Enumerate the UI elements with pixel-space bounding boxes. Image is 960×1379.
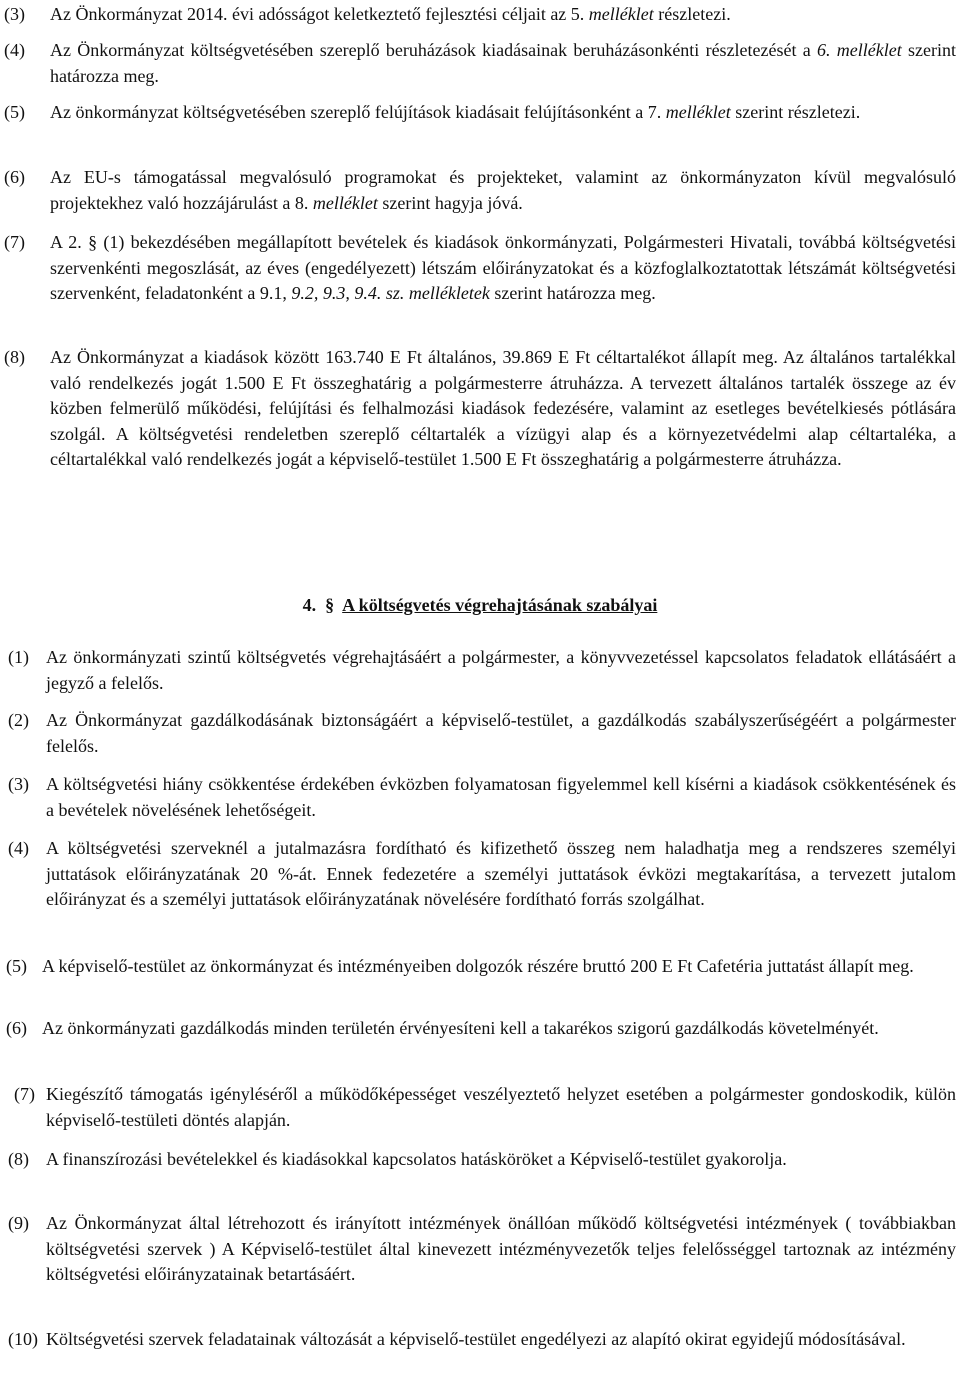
paragraph-text: Kiegészítő támogatás igényléséről a működőképességet veszélyeztető helyzet esetében a polgármester gondoskodik, külön képviselő-testületi döntés alapján. — [46, 1084, 956, 1130]
paragraph-number: (5) — [6, 956, 27, 976]
paragraph-number: (4) — [4, 40, 25, 60]
section-heading — [0, 593, 960, 619]
paragraph-5 — [4, 100, 956, 126]
paragraph-number: (2) — [8, 710, 29, 730]
paragraph-text: A képviselő-testület az önkormányzat és intézményeiben dolgozók részére bruttó 200 E Ft Cafetéria juttatást állapít meg. — [42, 956, 914, 976]
paragraph-text: A finanszírozási bevételekkel és kiadásokkal kapcsolatos hatásköröket a Képviselő-testület gyakorolja. — [46, 1149, 787, 1169]
paragraph-number: (8) — [4, 347, 25, 367]
paragraph-text: Költségvetési szervek feladatainak változását a képviselő-testület engedélyezi az alapító okirat egyidejű módosításával. — [46, 1329, 906, 1349]
section-number: 4. — [302, 595, 317, 615]
paragraph-7 — [4, 230, 956, 307]
rule-7 — [14, 1082, 956, 1133]
paragraph-number: (1) — [8, 647, 29, 667]
paragraph-number: (7) — [14, 1084, 35, 1104]
paragraph-text: Az Önkormányzat 2014. évi adósságot keletkeztető fejlesztési céljait az 5. melléklet részletezi. — [50, 4, 731, 24]
paragraph-text: Az Önkormányzat költségvetésében szereplő beruházások kiadásainak beruházásonkénti részletezését a 6. melléklet szerint határozza meg. — [50, 40, 957, 86]
paragraph-6 — [4, 165, 956, 216]
paragraph-4 — [4, 38, 956, 89]
paragraph-3 — [4, 2, 956, 28]
rule-5 — [6, 954, 956, 980]
paragraph-text: Az EU-s támogatással megvalósuló programokat és projekteket, valamint az önkormányzaton kívül megvalósuló projektekhez való hozzájárulást a 8. melléklet szerint hagyja jóvá. — [50, 167, 956, 213]
rule-3 — [8, 772, 956, 823]
paragraph-number: (9) — [8, 1213, 29, 1233]
rule-4 — [8, 836, 956, 913]
paragraph-text: A költségvetési hiány csökkentése érdekében évközben folyamatosan figyelemmel kell kísérni a kiadások csökkentésének és a bevételek növelésének lehetőségeit. — [46, 774, 956, 820]
paragraph-text: Az önkormányzati gazdálkodás minden területén érvényesíteni kell a takarékos szigorú gazdálkodás követelményét. — [42, 1018, 879, 1038]
rule-9 — [8, 1211, 956, 1288]
rule-8 — [8, 1147, 956, 1173]
paragraph-number: (7) — [4, 232, 25, 252]
rule-1 — [8, 645, 956, 696]
section-title: A költségvetés végrehajtásának szabályai — [342, 595, 658, 615]
paragraph-number: (10) — [8, 1329, 38, 1349]
section-sign: § — [320, 595, 339, 615]
rule-6 — [6, 1016, 956, 1042]
paragraph-8 — [4, 345, 956, 473]
paragraph-number: (3) — [4, 4, 25, 24]
paragraph-number: (4) — [8, 838, 29, 858]
paragraph-text: A 2. § (1) bekezdésében megállapított bevételek és kiadások önkormányzati, Polgármesteri Hivatali, továbbá költségvetési szervenkénti megoszlását, az éves (engedélyezett) létszám előirányzatokat és a közfoglalkoztatottak létszámát költségvetési szervenként, feladatonként a 9.1, 9.2, 9.3, 9.4. sz. mellékletek szerint határozza meg. — [50, 232, 956, 303]
paragraph-text: Az önkormányzati szintű költségvetés végrehajtásáért a polgármester, a könyvvezetéssel kapcsolatos feladatok ellátásáért a jegyző a felelős. — [46, 647, 956, 693]
paragraph-number: (6) — [4, 167, 25, 187]
paragraph-text: A költségvetési szerveknél a jutalmazásra fordítható és kifizethető összeg nem haladhatja meg a rendszeres személyi juttatások előirányzatának 20 %-át. Ennek fedezetére a személyi juttatások évközi megtakarítása, a tervezett jutalom előirányzat és a személyi juttatások előirányzatának növelésére fordítható forrás szolgálhat. — [46, 838, 956, 909]
paragraph-text: Az Önkormányzat által létrehozott és irányított intézmények önállóan működő költségvetési intézmények ( továbbiakban költségvetési szervek ) A Képviselő-testület által kinevezett intézményvezetők teljes felelősséggel tartoznak az intézmény költségvetési előirányzatainak betartásáért. — [46, 1213, 956, 1284]
paragraph-number: (3) — [8, 774, 29, 794]
rule-2 — [8, 708, 956, 759]
paragraph-text: Az önkormányzat költségvetésében szereplő felújítások kiadásait felújításonként a 7. melléklet szerint részletezi. — [50, 102, 861, 122]
rule-10 — [8, 1327, 956, 1353]
paragraph-number: (5) — [4, 102, 25, 122]
paragraph-number: (8) — [8, 1149, 29, 1169]
paragraph-number: (6) — [6, 1018, 27, 1038]
paragraph-text: Az Önkormányzat gazdálkodásának biztonságáért a képviselő-testület, a gazdálkodás szabályszerűségéért a polgármester felelős. — [46, 710, 956, 756]
paragraph-text: Az Önkormányzat a kiadások között 163.740 E Ft általános, 39.869 E Ft céltartalékot állapít meg. Az általános tartalékkal való rendelkezés jogát 1.500 E Ft összeghatárig a polgármesterre átruházza. A tervezett általános tartalék összege az év közben felmerülő működési, felújítási és felhalmozási kiadások fedezésére, valamint az esetleges bevételkiesés pótlására szolgál. A költségvetési rendeletben szereplő céltartalék a vízügyi alap és a környezetvédelmi alap céltartaléka, a céltartalékkal való rendelkezés jogát a képviselő-testület 1.500 E Ft összeghatárig a polgármesterre átruházza. — [50, 347, 956, 469]
